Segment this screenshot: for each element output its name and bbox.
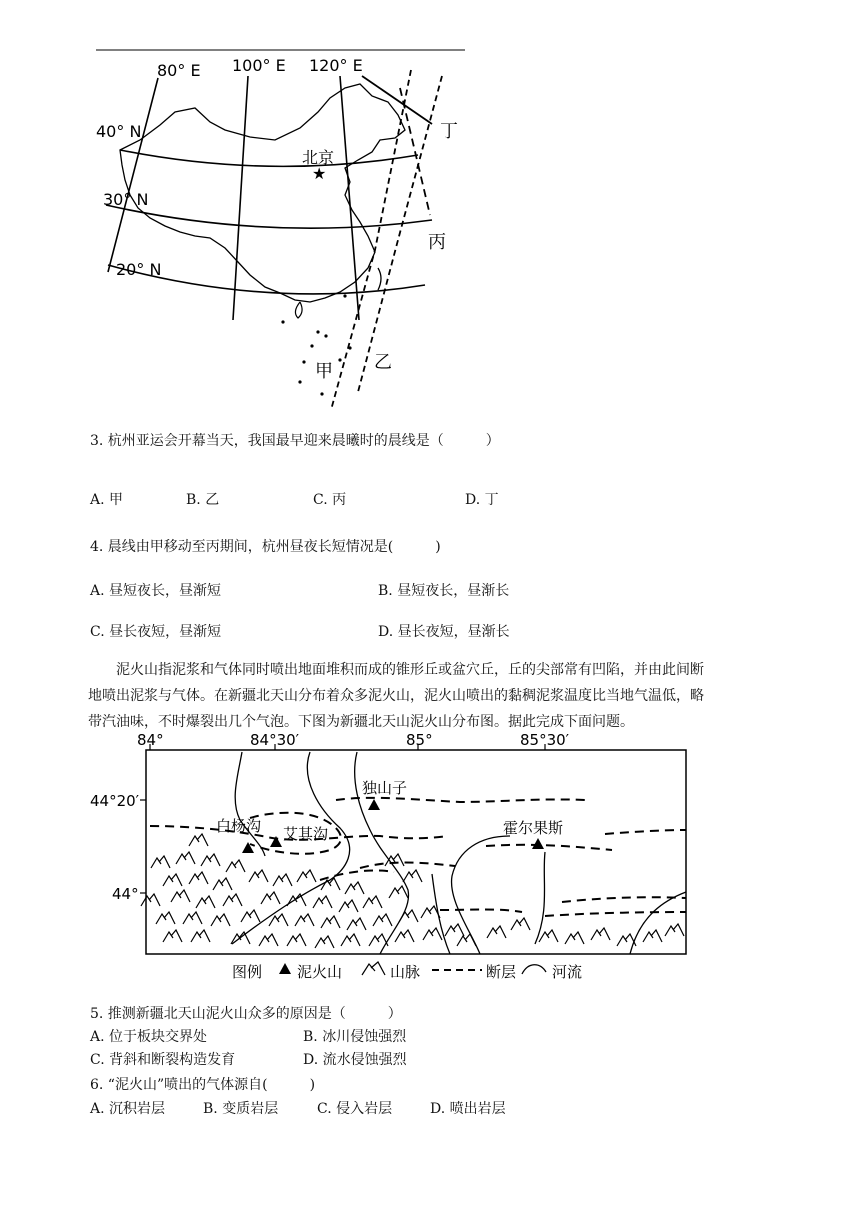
mountain-symbol (201, 854, 220, 866)
mountain-symbol (249, 870, 268, 882)
meridian-120e (340, 76, 359, 320)
passage-line-1: 泥火山指泥浆和气体同时喷出地面堆积而成的锥形丘或盆穴丘，丘的尖部常有凹陷，并由此间断 (116, 662, 704, 678)
mountain-symbol (345, 882, 364, 894)
line-label-jia: 甲 (315, 361, 333, 382)
legend-mud-volcano-icon (279, 963, 291, 974)
hainan-island (295, 302, 302, 318)
mountain-symbol (511, 918, 530, 930)
beijing-label: 北京 (302, 148, 335, 167)
lat-label-30n: 30° N (103, 190, 149, 209)
mountain-symbol (539, 930, 558, 942)
mountain-symbol (347, 918, 366, 930)
mountain-symbol (487, 926, 506, 938)
question-3-option-d: D. 丁 (465, 492, 499, 508)
question-3-option-a: A. 甲 (90, 492, 124, 508)
taiwan-island (378, 268, 381, 290)
lon-label-85: 85° (406, 731, 433, 749)
question-6-option-d: D. 喷出岩层 (430, 1101, 506, 1117)
mountain-symbol (183, 912, 202, 924)
china-outline (120, 84, 405, 302)
lon-label-100e: 100° E (232, 56, 286, 75)
question-5-option-a: A. 位于板块交界处 (90, 1029, 208, 1045)
mountain-symbol (156, 912, 175, 924)
question-5-option-c: C. 背斜和断裂构造发育 (90, 1052, 236, 1068)
legend-mountain-icon (362, 962, 385, 975)
question-6-option-a: A. 沉积岩层 (90, 1101, 166, 1117)
map-legend (232, 962, 582, 981)
lon-label-120e: 120° E (309, 56, 363, 75)
line-label-ding: 丁 (440, 121, 458, 142)
terminator-line-ding (362, 76, 432, 124)
legend-river-label: 河流 (552, 963, 583, 981)
legend-mountain-label: 山脉 (390, 963, 421, 981)
question-5-option-d: D. 流水侵蚀强烈 (303, 1052, 407, 1068)
mountain-symbol (321, 916, 340, 928)
mountain-symbol (445, 924, 464, 936)
mountain-symbol (389, 886, 408, 898)
mountain-symbol (189, 834, 208, 846)
legend-mud-volcano-label: 泥火山 (297, 963, 343, 981)
mountain-symbol (273, 874, 292, 886)
mountain-symbol (189, 872, 208, 884)
meridian-80e (108, 78, 158, 272)
lon-label-80e: 80° E (157, 61, 201, 80)
question-3-option-b: B. 乙 (186, 492, 220, 508)
mountain-symbol (457, 934, 476, 946)
lon-label-85-30: 85°30′ (520, 731, 570, 749)
legend-river-icon (522, 965, 546, 974)
mountain-symbol (287, 934, 306, 946)
lon-label-84-30: 84°30′ (250, 731, 300, 749)
mud-volcano-horgos (532, 838, 544, 849)
mountain-symbol (259, 934, 278, 946)
question-6-option-c: C. 侵入岩层 (317, 1101, 393, 1117)
place-label-baiyanggou: 白杨沟 (216, 817, 262, 835)
mountain-symbol (163, 930, 182, 942)
mountain-symbol (223, 894, 242, 906)
line-label-yi: 乙 (374, 352, 392, 373)
mountain-symbol (665, 924, 684, 936)
mountain-symbol (339, 900, 358, 912)
passage-line-3: 带汽油味，不时爆裂出几个气泡。下图为新疆北天山泥火山分布图。据此完成下面问题。 (88, 714, 634, 730)
place-label-aiqigou: 艾其沟 (283, 825, 329, 843)
mountain-symbol (141, 894, 160, 906)
mountain-symbol (423, 928, 442, 940)
mountain-symbol (171, 890, 190, 902)
mud-volcano-passage (88, 657, 788, 735)
mountain-symbol (341, 934, 360, 946)
line-label-bing: 丙 (428, 232, 446, 253)
mountain-symbol (191, 930, 210, 942)
map-frame (146, 750, 686, 954)
mountain-symbol (213, 878, 232, 890)
mountain-symbol (295, 914, 314, 926)
place-label-dushanzi: 独山子 (362, 779, 408, 797)
legend-title: 图例 (232, 963, 263, 981)
mountain-symbol (643, 930, 662, 942)
parallel-40n (120, 150, 418, 166)
mountain-symbol (196, 896, 215, 908)
lon-label-84: 84° (137, 731, 164, 749)
mountain-symbol (591, 928, 610, 940)
question-6-option-b: B. 变质岩层 (203, 1101, 279, 1117)
question-5-stem: 5. 推测新疆北天山泥火山众多的原因是（ ） (90, 1006, 402, 1022)
mountain-symbol (241, 910, 260, 922)
legend-fault-label: 断层 (486, 963, 517, 981)
lat-label-40n: 40° N (96, 122, 142, 141)
beijing-star-icon: ★ (312, 164, 327, 183)
question-6-stem: 6. “泥火山”喷出的气体源自( ) (90, 1077, 316, 1093)
question-3-option-c: C. 丙 (313, 492, 347, 508)
mud-volcano-baiyanggou (242, 842, 254, 853)
mountain-symbol (373, 914, 392, 926)
question-3-stem: 3. 杭州亚运会开幕当天，我国最早迎来晨曦时的晨线是（ ） (90, 433, 500, 449)
mountain-symbol (403, 870, 422, 882)
mountain-symbol (297, 870, 316, 882)
mountain-symbol (261, 892, 280, 904)
passage-line-2: 地喷出泥浆与气体。在新疆北天山分布着众多泥火山，泥火山喷出的黏稠泥浆温度比当地气温低，略 (88, 688, 704, 704)
tianshan-mud-volcano-map (88, 728, 708, 990)
mountain-symbol (151, 856, 170, 868)
china-terminator-map (88, 40, 488, 420)
mountain-symbol (315, 936, 334, 948)
question-5-option-b: B. 冰川侵蚀强烈 (303, 1029, 407, 1045)
question-4-stem: 4. 晨线由甲移动至丙期间，杭州昼夜长短情况是( ) (90, 539, 441, 555)
mountain-symbol (363, 896, 382, 908)
lat-label-44-20: 44°20′ (90, 792, 140, 810)
meridian-100e (233, 76, 248, 320)
mountain-symbol (287, 894, 306, 906)
question-4-option-c: C. 昼长夜短，昼渐短 (90, 624, 222, 640)
mountain-symbols (141, 834, 684, 948)
question-4-option-b: B. 昼短夜长，昼渐长 (378, 583, 510, 599)
mountain-symbol (176, 852, 195, 864)
question-4-option-a: A. 昼短夜长，昼渐短 (90, 583, 222, 599)
mountain-symbol (211, 914, 230, 926)
axis-ticks (140, 744, 545, 893)
mountain-symbol (385, 854, 404, 866)
mountain-symbol (226, 860, 245, 872)
mountain-symbol (163, 874, 182, 886)
rivers (232, 752, 686, 954)
place-label-horgos: 霍尔果斯 (503, 819, 564, 837)
terminator-line-bing (400, 88, 430, 215)
mountain-symbol (313, 896, 332, 908)
question-4-option-d: D. 昼长夜短，昼渐长 (378, 624, 510, 640)
mountain-symbol (395, 930, 414, 942)
mud-volcano-dushanzi (368, 799, 380, 810)
lat-label-20n: 20° N (116, 260, 162, 279)
mountain-symbol (565, 932, 584, 944)
lat-label-44: 44° (112, 885, 139, 903)
